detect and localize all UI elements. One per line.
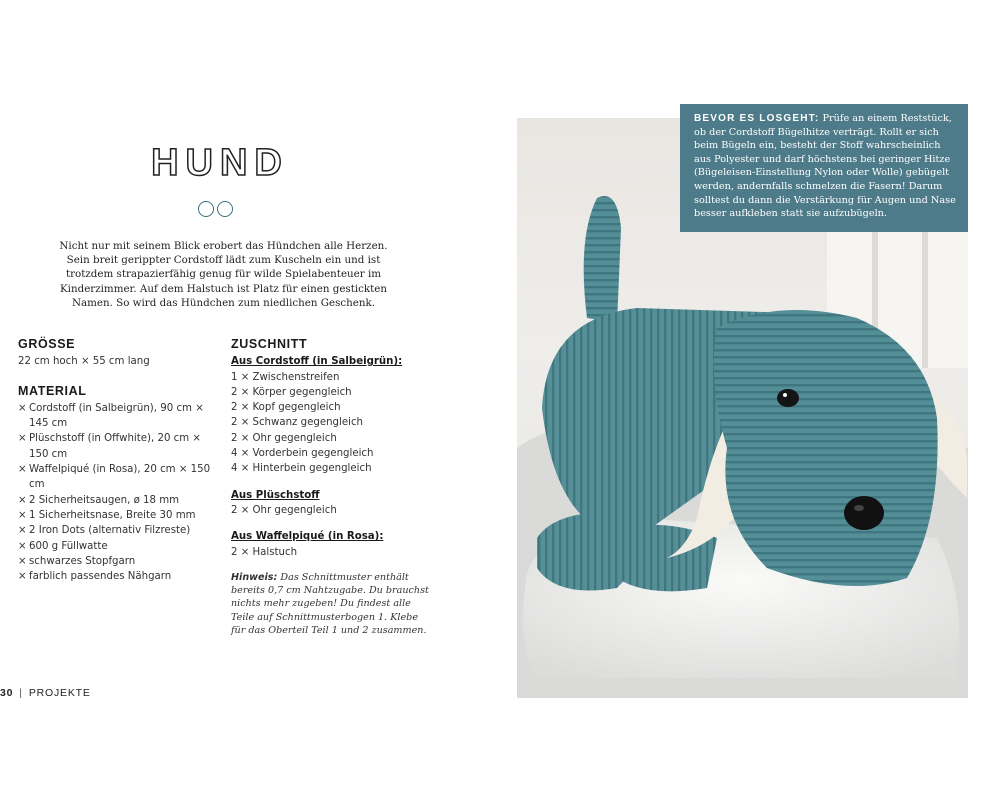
list-item: 4 × Vorderbein gegengleich	[231, 448, 374, 460]
list-item: 2 × Ohr gegengleich	[231, 432, 337, 444]
cut-heading: ZUSCHNITT	[231, 337, 308, 351]
material-list	[18, 401, 218, 585]
double-circle-icon	[198, 201, 233, 217]
material-heading: MATERIAL	[18, 383, 87, 398]
note-label: Hinweis:	[231, 571, 278, 583]
list-item: × schwarzes Stopfgarn	[18, 554, 218, 569]
list-item: × farblich passendes Nähgarn	[18, 569, 218, 584]
intro-text: Nicht nur mit seinem Blick erobert das Hündchen alle Herzen. Sein breit gerippter Cordstoff lädt zum Kuscheln ein und ist trotzdem strapazierfähig genug für wilde Spielabenteuer im Kinderzimmer. Auf dem Halstuch ist Platz für einen gestickten Namen. So wird das Hündchen zum niedlichen Geschenk.	[59, 240, 388, 309]
page-title: HUND	[151, 142, 289, 184]
list-item: 2 × Schwanz gegengleich	[231, 417, 364, 429]
cut-group-title: Aus Waffelpiqué (in Rosa):	[231, 531, 384, 543]
list-item: × 600 g Füllwatte	[18, 539, 218, 554]
left-column	[18, 337, 218, 584]
list-item: 2 × Kopf gegengleich	[231, 402, 341, 414]
cut-group-title: Aus Plüschstoff	[231, 489, 320, 501]
dog-tail	[584, 196, 621, 323]
list-item: 4 × Hinterbein gegengleich	[231, 463, 372, 475]
list-item: 1 × Zwischenstreifen	[231, 371, 340, 383]
cut-list	[231, 370, 431, 477]
list-item: × 1 Sicherheitsnase, Breite 30 mm	[18, 508, 218, 523]
page-footer	[0, 687, 91, 699]
list-item: × 2 Iron Dots (alternativ Filzreste)	[18, 523, 218, 538]
info-box	[680, 104, 968, 232]
cut-list	[231, 503, 431, 518]
note	[231, 571, 431, 637]
dog-nose	[844, 496, 884, 530]
info-lead: BEVOR ES LOSGEHT:	[694, 113, 820, 124]
list-item: 2 × Körper gegengleich	[231, 386, 352, 398]
size-value: 22 cm hoch × 55 cm lang	[18, 356, 150, 368]
cut-list	[231, 545, 431, 560]
note-text: Das Schnittmuster enthält bereits 0,7 cm Nahtzugabe. Du brauchst nichts mehr zugeben! Du findest alle Teile auf Schnittmusterbogen 1. Klebe für das Oberteil Teil 1 und 2 zusammen.	[231, 571, 429, 637]
info-text: Prüfe an einem Reststück, ob der Cordstoff Bügelhitze verträgt. Rollt er sich beim Bügeln ein, besteht der Stoff wahrscheinlich aus Polyester und darf höchstens bei geringer Hitze (Bügeleisen-Einstellung Nylon oder Wolle) gebügelt werden, andernfalls schmelzen die Fasern! Darum solltest du dann die Verstärkung für Augen und Nase besser aufkleben statt sie aufzubügeln.	[694, 113, 956, 220]
list-item: × Waffelpiqué (in Rosa), 20 cm × 150 cm	[18, 462, 218, 493]
footer-separator: |	[19, 687, 23, 699]
size-heading: GRÖSSE	[18, 337, 76, 351]
list-item: × 2 Sicherheitsaugen, ø 18 mm	[18, 493, 218, 508]
list-item: 2 × Halstuch	[231, 546, 298, 558]
list-item: 2 × Ohr gegengleich	[231, 504, 337, 516]
list-item: × Plüschstoff (in Offwhite), 20 cm × 150 cm	[18, 431, 218, 462]
cut-group-title: Aus Cordstoff (in Salbeigrün):	[231, 356, 403, 368]
circle-right	[217, 201, 233, 217]
right-column	[231, 337, 431, 637]
dog-eye	[777, 389, 799, 407]
list-item: × Cordstoff (in Salbeigrün), 90 cm × 145 cm	[18, 401, 218, 432]
section-name: PROJEKTE	[28, 687, 91, 699]
page-number: 30	[0, 687, 14, 699]
circle-left	[198, 201, 214, 217]
